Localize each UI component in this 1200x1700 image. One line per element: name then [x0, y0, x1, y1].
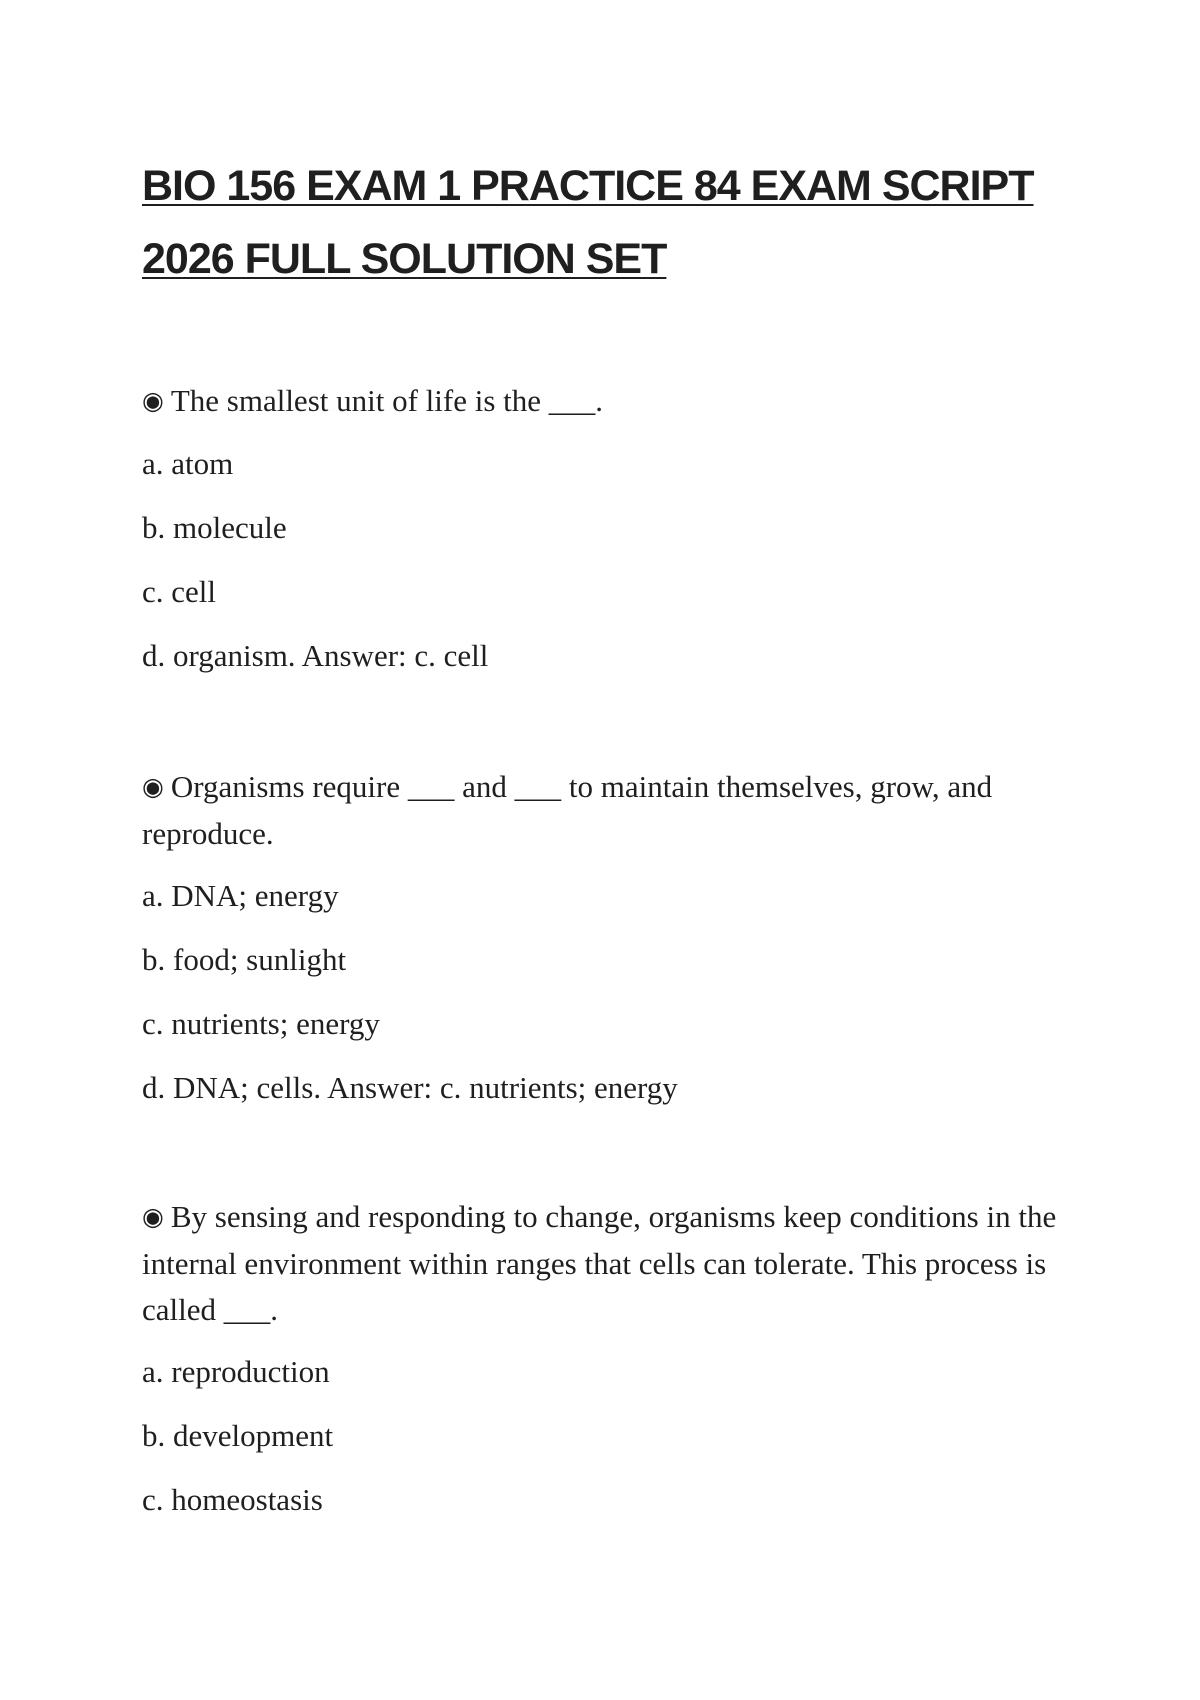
question-3-text: By sensing and responding to change, organisms keep conditions in the internal environment within ranges that cells can tolerate. This process is called ___.	[142, 1199, 1057, 1327]
option-c: c. nutrients; energy	[142, 1006, 380, 1041]
question-1-text: The smallest unit of life is the ___.	[170, 383, 604, 418]
document-title	[142, 150, 1062, 296]
question-2	[142, 764, 1062, 1129]
option-d-with-answer: d. DNA; cells. Answer: c. nutrients; energy	[142, 1070, 678, 1105]
option-b: b. food; sunlight	[142, 942, 347, 977]
question-2-text: Organisms require ___ and ___ to maintain themselves, grow, and reproduce.	[142, 769, 993, 851]
option-c: c. cell	[142, 574, 217, 609]
title-line-1: BIO 156 EXAM 1 PRACTICE 84 EXAM SCRIPT	[142, 162, 1034, 210]
radio-bullet-icon: ◉	[142, 774, 164, 801]
option-b: b. development	[142, 1418, 334, 1453]
question-text	[142, 764, 1062, 857]
option-a: a. atom	[142, 446, 234, 481]
title-line-2: 2026 FULL SOLUTION SET	[142, 235, 667, 283]
question-text	[142, 378, 1062, 425]
option-b: b. molecule	[142, 510, 287, 545]
question-text	[142, 1194, 1062, 1333]
option-d-with-answer: d. organism. Answer: c. cell	[142, 638, 489, 673]
option-a: a. DNA; energy	[142, 878, 339, 913]
question-1	[142, 378, 1062, 697]
option-c: c. homeostasis	[142, 1482, 323, 1517]
question-3	[142, 1194, 1062, 1541]
option-a: a. reproduction	[142, 1354, 330, 1389]
radio-bullet-icon: ◉	[142, 1204, 164, 1231]
radio-bullet-icon: ◉	[142, 388, 164, 415]
